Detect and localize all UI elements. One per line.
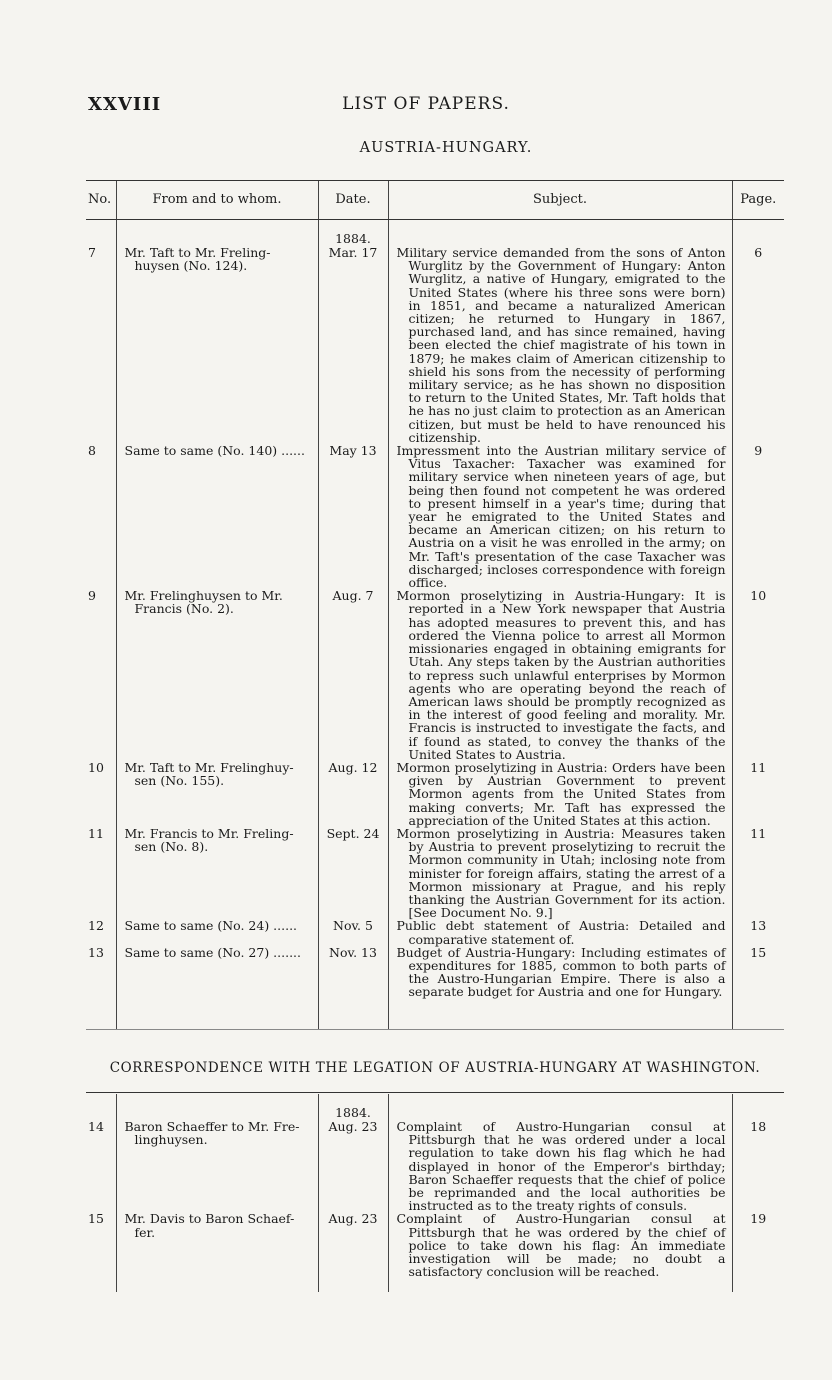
table-row [86, 1212, 784, 1278]
row-no: 12 [88, 918, 104, 934]
row-from: Mr. Taft to Mr. Freling-huysen (No. 124). [116, 246, 318, 444]
row-page: 19 [732, 1212, 784, 1278]
row-page: 9 [732, 444, 784, 589]
row-page: 11 [732, 761, 784, 827]
correspondence-title: CORRESPONDENCE WITH THE LEGATION OF AUSTRIA-HUNGARY AT WASHINGTON. [109, 1060, 761, 1076]
row-date: Aug. 12 [318, 761, 388, 827]
row-subject: Mormon proselytizing in Austria: Measures taken by Austria to prevent proselytizing to recruit the Mormon community in Utah; inclosing note from minister for foreign affairs, stating the arrest of a Mormon missionary at Prague, and his reply thanking the Austrian Government for its action. [See Document No. 9.] [388, 827, 732, 919]
running-title: LIST OF PAPERS. [342, 94, 510, 114]
row-no: 13 [88, 944, 104, 960]
row-page: 18 [732, 1120, 784, 1212]
table-row [86, 919, 784, 945]
table-row [86, 946, 784, 999]
table-row [86, 246, 784, 444]
row-page: 6 [732, 246, 784, 444]
page-number: XXVIII [88, 94, 162, 115]
row-subject: Complaint of Austro-Hungarian consul at Pittsburgh that he was ordered under a local regulation to take down his flag which he had displayed in honor of the Emperor's birthday; Baron Schaeffer requests that the chief of police be reprimanded and the local authorities be instructed as to the treaty rights of consuls. [388, 1120, 732, 1212]
row-date: Aug. 7 [318, 589, 388, 761]
row-no: 11 [88, 825, 104, 841]
table-header-row [86, 181, 784, 220]
row-subject: Military service demanded from the sons of Anton Wurglitz by the Government of Hungary: Anton Wurglitz, a native of Hungary, emigrated to the United States (where his three sons were born) in 1851, and became a naturalized American citizen; he returned to Hungary in 1867, purchased land, and has since remained, having been elected the chief magistrate of his town in 1879; he makes claim of American citizenship to shield his sons from the necessity of performing military service; as he has shown no disposition to return to the United States, Mr. Taft holds that he has no just claim to protection as an American citizen, but must be held to have renounced his citizenship. [388, 246, 732, 444]
row-no: 10 [88, 759, 104, 775]
table-row [86, 589, 784, 761]
row-no: 7 [88, 245, 96, 260]
row-from: Baron Schaeffer to Mr. Fre-linghuysen. [116, 1120, 318, 1212]
papers-table [86, 180, 784, 1030]
table-row [86, 1120, 784, 1212]
row-page: 10 [732, 589, 784, 761]
divider [86, 1092, 784, 1093]
row-from: Mr. Davis to Baron Schaef-fer. [116, 1212, 318, 1278]
row-date: May 13 [318, 444, 388, 589]
row-from: Mr. Francis to Mr. Freling-sen (No. 8). [116, 827, 318, 919]
column-header-from: From and to whom. [116, 181, 318, 220]
row-subject: Budget of Austria-Hungary: Including estimates of expenditures for 1885, common to both parts of the Austro-Hungarian Empire. There is also a separate budget for Austria and one for Hungary. [388, 946, 732, 999]
row-date: Nov. 5 [318, 919, 388, 945]
row-date: Aug. 23 [318, 1120, 388, 1212]
row-date: Sept. 24 [318, 827, 388, 919]
row-no: 9 [88, 588, 96, 604]
row-subject: Public debt statement of Austria: Detailed and comparative statement of. [388, 919, 732, 945]
row-date: Nov. 13 [318, 946, 388, 999]
row-subject: Impressment into the Austrian military service of Vitus Taxacher: Taxacher was examined for military service when nineteen years of age, but being then found not competent he was ordered to present himself in a year's time; during that year he emigrated to the United States and became an American citizen; on his return to Austria on a visit he was enrolled in the army; on Mr. Taft's presentation of the case Taxacher was discharged; incloses correspondence with foreign office. [388, 444, 732, 589]
row-from: Same to same (No. 27) ....... [116, 946, 318, 999]
section-title: AUSTRIA-HUNGARY. [359, 140, 533, 156]
year-label: 1884. [318, 232, 388, 246]
row-from: Same to same (No. 24) ...... [116, 919, 318, 945]
row-subject: Mormon proselytizing in Austria: Orders have been given by Austrian Government to prevent Mormon agents from the United States from making converts; Mr. Taft has expressed the appreciation of the United States at this action. [388, 761, 732, 827]
year-label: 1884. [318, 1106, 388, 1120]
row-subject: Mormon proselytizing in Austria-Hungary: It is reported in a New York newspaper that Austria has adopted measures to prevent this, and has ordered the Vienna police to arrest all Mormon missionaries engaged in obtaining emigrants for Utah. Any steps taken by the Austrian authorities to repress such unlawful enterprises by Mormon agents who are operating beyond the reach of American laws should be promptly recognized as in the interest of good feeling and morality. Mr. Francis is instructed to investigate the facts, and if found as stated, to convey the thanks of the United States to Austria. [388, 589, 732, 761]
table-row [86, 761, 784, 827]
column-header-subject: Subject. [388, 181, 732, 220]
row-no: 15 [88, 1211, 104, 1227]
table-row [86, 444, 784, 589]
column-header-no: No. [86, 181, 116, 220]
row-from: Same to same (No. 140) ...... [116, 444, 318, 589]
column-header-page: Page. [732, 181, 784, 220]
row-page: 11 [732, 827, 784, 919]
row-date: Mar. 17 [318, 246, 388, 444]
row-no: 14 [88, 1119, 104, 1134]
row-from: Mr. Taft to Mr. Frelinghuy-sen (No. 155). [116, 761, 318, 827]
row-page: 15 [732, 946, 784, 999]
row-no: 8 [88, 443, 96, 459]
row-from: Mr. Frelinghuysen to Mr. Francis (No. 2). [116, 589, 318, 761]
correspondence-table [86, 1094, 784, 1292]
row-date: Aug. 23 [318, 1212, 388, 1278]
table-row [86, 827, 784, 919]
column-header-date: Date. [318, 181, 388, 220]
row-subject: Complaint of Austro-Hungarian consul at Pittsburgh that he was ordered by the chief of police to take down his flag: An immediate investigation will be made; no doubt a satisfactory conclusion will be reached. [388, 1212, 732, 1278]
row-page: 13 [732, 919, 784, 945]
